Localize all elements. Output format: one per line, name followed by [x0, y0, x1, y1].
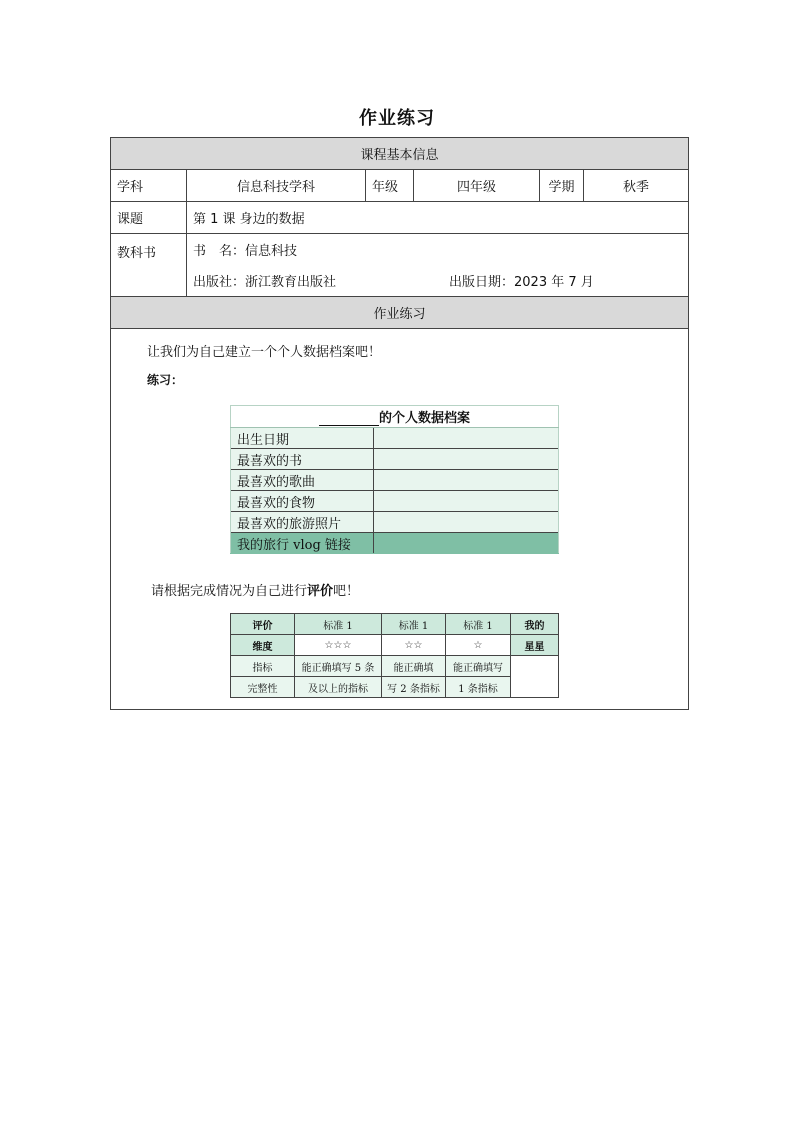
my-stars-input[interactable] [511, 656, 559, 698]
profile-row-label: 最喜欢的歌曲 [231, 470, 374, 491]
criteria-a: 能正确填写 5 条 [295, 656, 382, 677]
standard-header: 标准 1 [295, 614, 382, 635]
topic-label: 课题 [111, 202, 187, 234]
eval-intro: 请根据完成情况为自己进行评价吧！ [151, 584, 360, 599]
criteria-a-2: 及以上的指标 [295, 677, 382, 698]
publisher: 出版社：浙江教育出版社 [193, 275, 337, 290]
subject-value: 信息科技学科 [187, 170, 366, 202]
profile-row-input[interactable] [374, 512, 559, 533]
profile-row-label: 出生日期 [231, 428, 374, 449]
indicator-label: 指标 [231, 656, 295, 677]
book-name: 书 名：信息科技 [193, 244, 298, 259]
grade-label: 年级 [366, 170, 414, 202]
profile-row-input[interactable] [374, 449, 559, 470]
stars-two: ☆☆ [382, 635, 446, 656]
homework-body [111, 329, 689, 710]
profile-row-label: 我的旅行 vlog 链接 [231, 533, 374, 554]
profile-row-label: 最喜欢的旅游照片 [231, 512, 374, 533]
eval-dimension-label-2: 维度 [231, 635, 295, 656]
page-title: 作业练习 [359, 108, 435, 129]
pub-date: 出版日期：2023 年 7 月 [449, 275, 594, 290]
profile-row-input[interactable] [374, 491, 559, 512]
topic-value: 第 1 课 身边的数据 [187, 202, 689, 234]
self-evaluation-table [230, 613, 559, 698]
name-blank[interactable] [319, 413, 379, 426]
criteria-b: 能正确填 [382, 656, 446, 677]
course-info-header: 课程基本信息 [111, 138, 689, 170]
eval-dimension-label: 评价 [231, 614, 295, 635]
profile-row-input[interactable] [374, 533, 559, 554]
standard-header: 标准 1 [446, 614, 511, 635]
indicator-label-2: 完整性 [231, 677, 295, 698]
profile-row-label: 最喜欢的食物 [231, 491, 374, 512]
term-label: 学期 [540, 170, 584, 202]
criteria-c-2: 1 条指标 [446, 677, 511, 698]
my-stars-label-2: 星星 [511, 635, 559, 656]
homework-sheet [110, 137, 689, 710]
profile-row-label: 最喜欢的书 [231, 449, 374, 470]
homework-header: 作业练习 [111, 297, 689, 329]
intro-text: 让我们为自己建立一个个人数据档案吧！ [147, 345, 382, 360]
personal-profile-table [230, 405, 559, 554]
profile-row-input[interactable] [374, 428, 559, 449]
textbook-label: 教科书 [111, 234, 187, 297]
profile-row-input[interactable] [374, 470, 559, 491]
subject-label: 学科 [111, 170, 187, 202]
criteria-b-2: 写 2 条指标 [382, 677, 446, 698]
stars-one: ☆ [446, 635, 511, 656]
practice-label: 练习： [147, 373, 184, 387]
criteria-c: 能正确填写 [446, 656, 511, 677]
profile-title: 的个人数据档案 [231, 406, 559, 428]
my-stars-label: 我的 [511, 614, 559, 635]
grade-value: 四年级 [414, 170, 540, 202]
stars-three: ☆☆☆ [295, 635, 382, 656]
standard-header: 标准 1 [382, 614, 446, 635]
term-value: 秋季 [584, 170, 689, 202]
